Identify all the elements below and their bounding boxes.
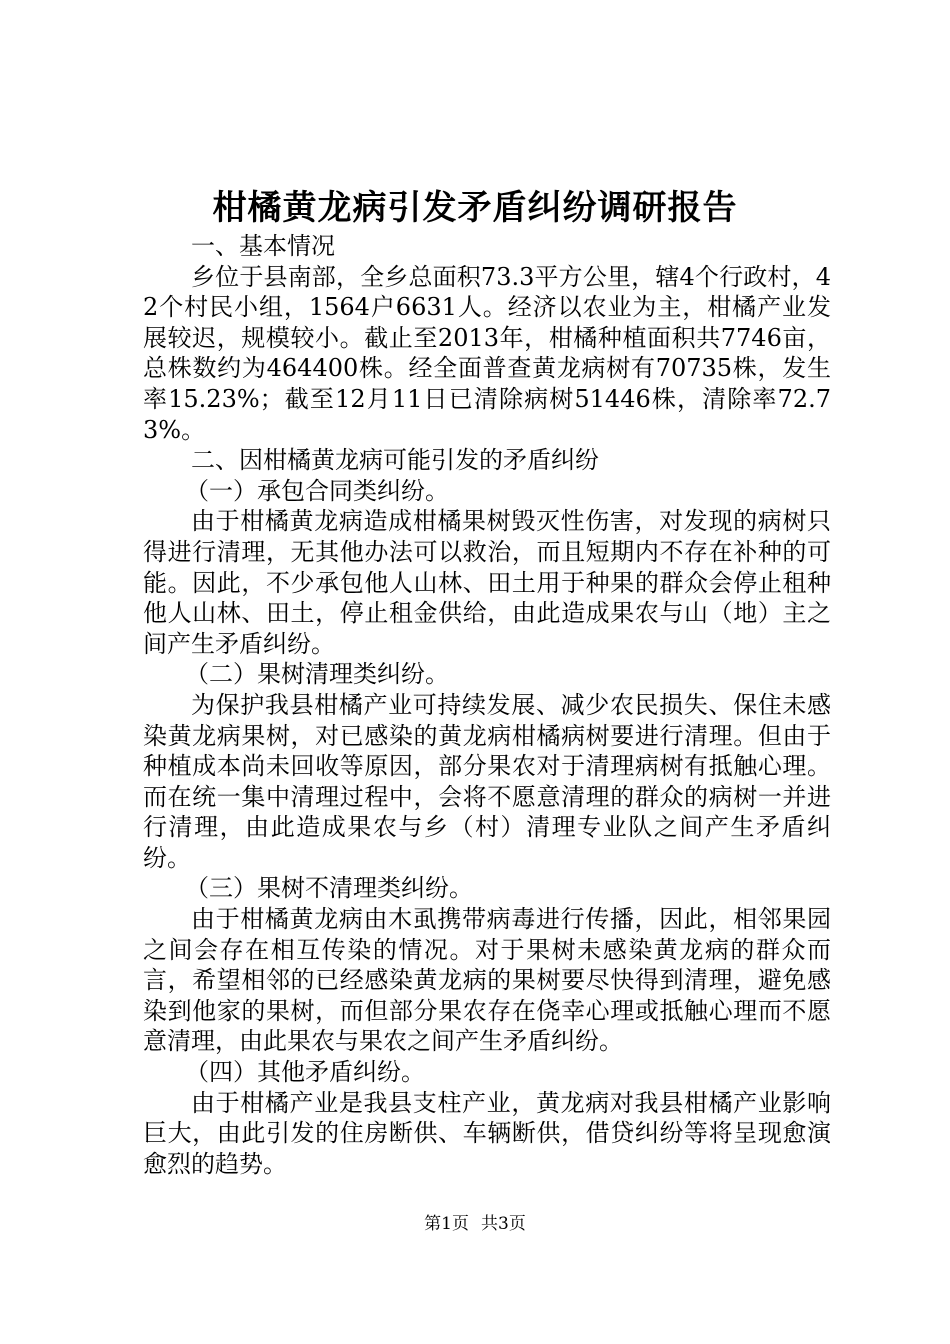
subsection-heading-3: （三）果树不清理类纠纷。 xyxy=(185,874,473,903)
subsection-heading-2: （二）果树清理类纠纷。 xyxy=(185,660,449,689)
paragraph-basic-info: 乡位于县南部，全乡总面积73.3平方公里，辖4个行政村，42个村民小组，1564户6631人。经济以农业为主，柑橘产业发展较迟，规模较小。截止至2013年，柑橘种植面积共7746亩，总株数约为464400株。经全面普查黄龙病树有70735株，发生率15.23%；截至12月11日已清除病树51446株，清除率72.73%。 xyxy=(143,262,831,444)
page-number: 第1页 xyxy=(424,1214,469,1234)
document-body xyxy=(143,231,831,1179)
paragraph-contract-disputes: 由于柑橘黄龙病造成柑橘果树毁灭性伤害，对发现的病树只得进行清理，无其他办法可以救治，而且短期内不存在补种的可能。因此，不少承包他人山林、田土用于种果的群众会停止租种他人山林、田土，停止租金供给，由此造成果农与山（地）主之间产生矛盾纠纷。 xyxy=(143,507,831,658)
section-heading-2: 二、因柑橘黄龙病可能引发的矛盾纠纷 xyxy=(191,446,599,475)
subsection-heading-1: （一）承包合同类纠纷。 xyxy=(185,476,449,505)
page-title: 柑橘黄龙病引发矛盾纠纷调研报告 xyxy=(212,188,738,228)
paragraph-clearing-disputes: 为保护我县柑橘产业可持续发展、减少农民损失、保住未感染黄龙病果树，对已感染的黄龙病柑橘病树要进行清理。但由于种植成本尚未回收等原因，部分果农对于清理病树有抵触心理。而在统一集中清理过程中，会将不愿意清理的群众的病树一并进行清理，由此造成果农与乡（村）清理专业队之间产生矛盾纠纷。 xyxy=(143,690,831,872)
page-total: 共3页 xyxy=(481,1214,526,1234)
paragraph-other-disputes: 由于柑橘产业是我县支柱产业，黄龙病对我县柑橘产业影响巨大，由此引发的住房断供、车辆断供，借贷纠纷等将呈现愈演愈烈的趋势。 xyxy=(143,1088,831,1178)
section-heading-1: 一、基本情况 xyxy=(191,232,335,260)
page-footer xyxy=(0,1212,950,1236)
subsection-heading-4: （四）其他矛盾纠纷。 xyxy=(185,1058,425,1087)
paragraph-non-clearing-disputes: 由于柑橘黄龙病由木虱携带病毒进行传播，因此，相邻果园之间会存在相互传染的情况。对于果树未感染黄龙病的群众而言，希望相邻的已经感染黄龙病的果树要尽快得到清理，避免感染到他家的果树，而但部分果农存在侥幸心理或抵触心理而不愿意清理，由此果农与果农之间产生矛盾纠纷。 xyxy=(143,905,831,1056)
